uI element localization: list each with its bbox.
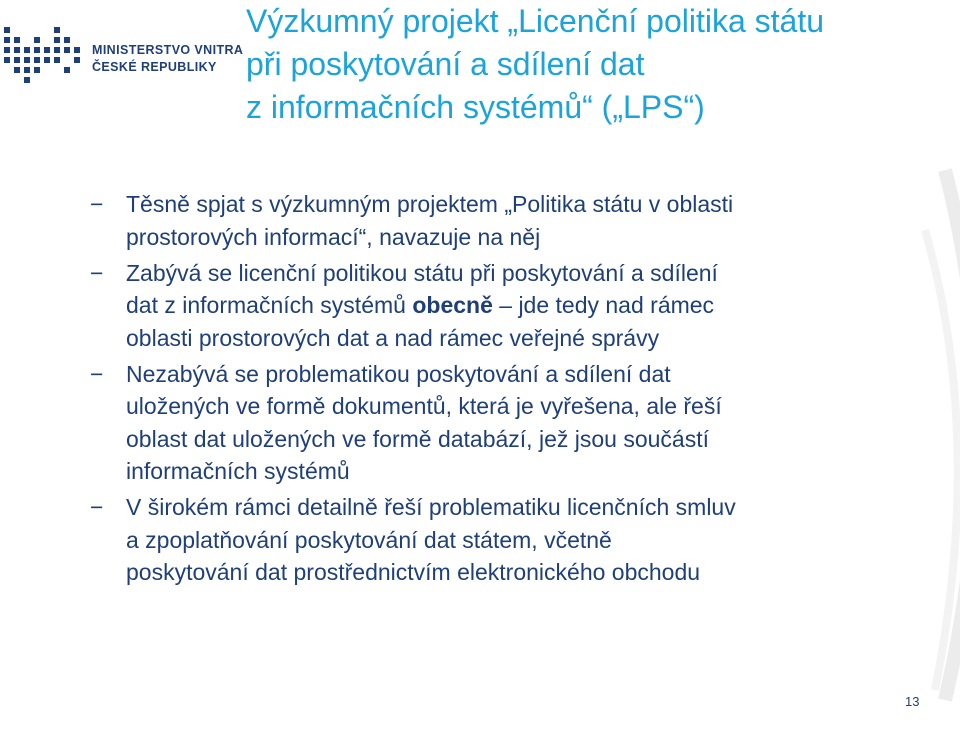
bullet-line: oblast dat uložených ve formě databází, jež jsou součástí xyxy=(126,425,709,452)
bullet-dash: − xyxy=(90,191,104,217)
bullet-list xyxy=(90,188,910,592)
bullet-line xyxy=(126,289,910,322)
bullet-emphasis: obecně xyxy=(412,292,493,318)
bullet-item xyxy=(90,491,910,589)
title-line-1: Výzkumný projekt „Licenční politika státu xyxy=(246,3,825,39)
bullet-line: a zpoplatňování poskytování dat státem, včetně xyxy=(126,526,612,553)
logo-line-1: MINISTERSTVO VNITRA xyxy=(92,43,244,57)
logo-line-2: ČESKÉ REPUBLIKY xyxy=(92,60,217,74)
bullet-line: uložených ve formě dokumentů, která je vyřešena, ale řeší xyxy=(126,393,722,419)
title-line-3: z informačních systémů“ („LPS“) xyxy=(246,89,705,125)
bullet-line: V širokém rámci detailně řeší problematiku licenčních smluv xyxy=(126,494,736,520)
bullet-dash: − xyxy=(90,259,104,286)
slide-title xyxy=(246,0,946,129)
bullet-dash: − xyxy=(90,360,104,387)
bullet-line: Zabývá se licenční politikou státu při poskytování a sdílení xyxy=(126,259,718,286)
bullet-line: informačních systémů xyxy=(126,458,350,484)
bullet-line: prostorových informací“, navazuje na něj xyxy=(126,223,541,250)
bullet-line: Nezabývá se problematikou poskytování a sdílení dat xyxy=(126,360,671,387)
page-number: 13 xyxy=(905,694,920,709)
bullet-line: poskytování dat prostřednictvím elektronického obchodu xyxy=(126,559,701,585)
ministry-logo-icon xyxy=(0,20,82,90)
bullet-text xyxy=(126,257,910,355)
title-line-2: při poskytování a sdílení dat xyxy=(246,46,645,82)
bullet-text-segment: dat z informačních systémů xyxy=(126,292,413,318)
bullet-text xyxy=(126,188,910,253)
ministry-logo-text xyxy=(92,42,243,76)
bullet-item xyxy=(90,188,910,253)
bullet-text xyxy=(126,491,910,589)
bullet-line: Těsně spjat s výzkumným projektem „Politika státu v oblasti xyxy=(126,191,734,217)
bullet-item xyxy=(90,257,910,355)
bullet-item xyxy=(90,358,910,488)
bullet-text-segment: – jde tedy nad rámec xyxy=(492,292,715,318)
bullet-text xyxy=(126,358,910,488)
bullet-line: oblasti prostorových dat a nad rámec veřejné správy xyxy=(126,324,660,351)
bullet-dash: − xyxy=(90,494,104,520)
